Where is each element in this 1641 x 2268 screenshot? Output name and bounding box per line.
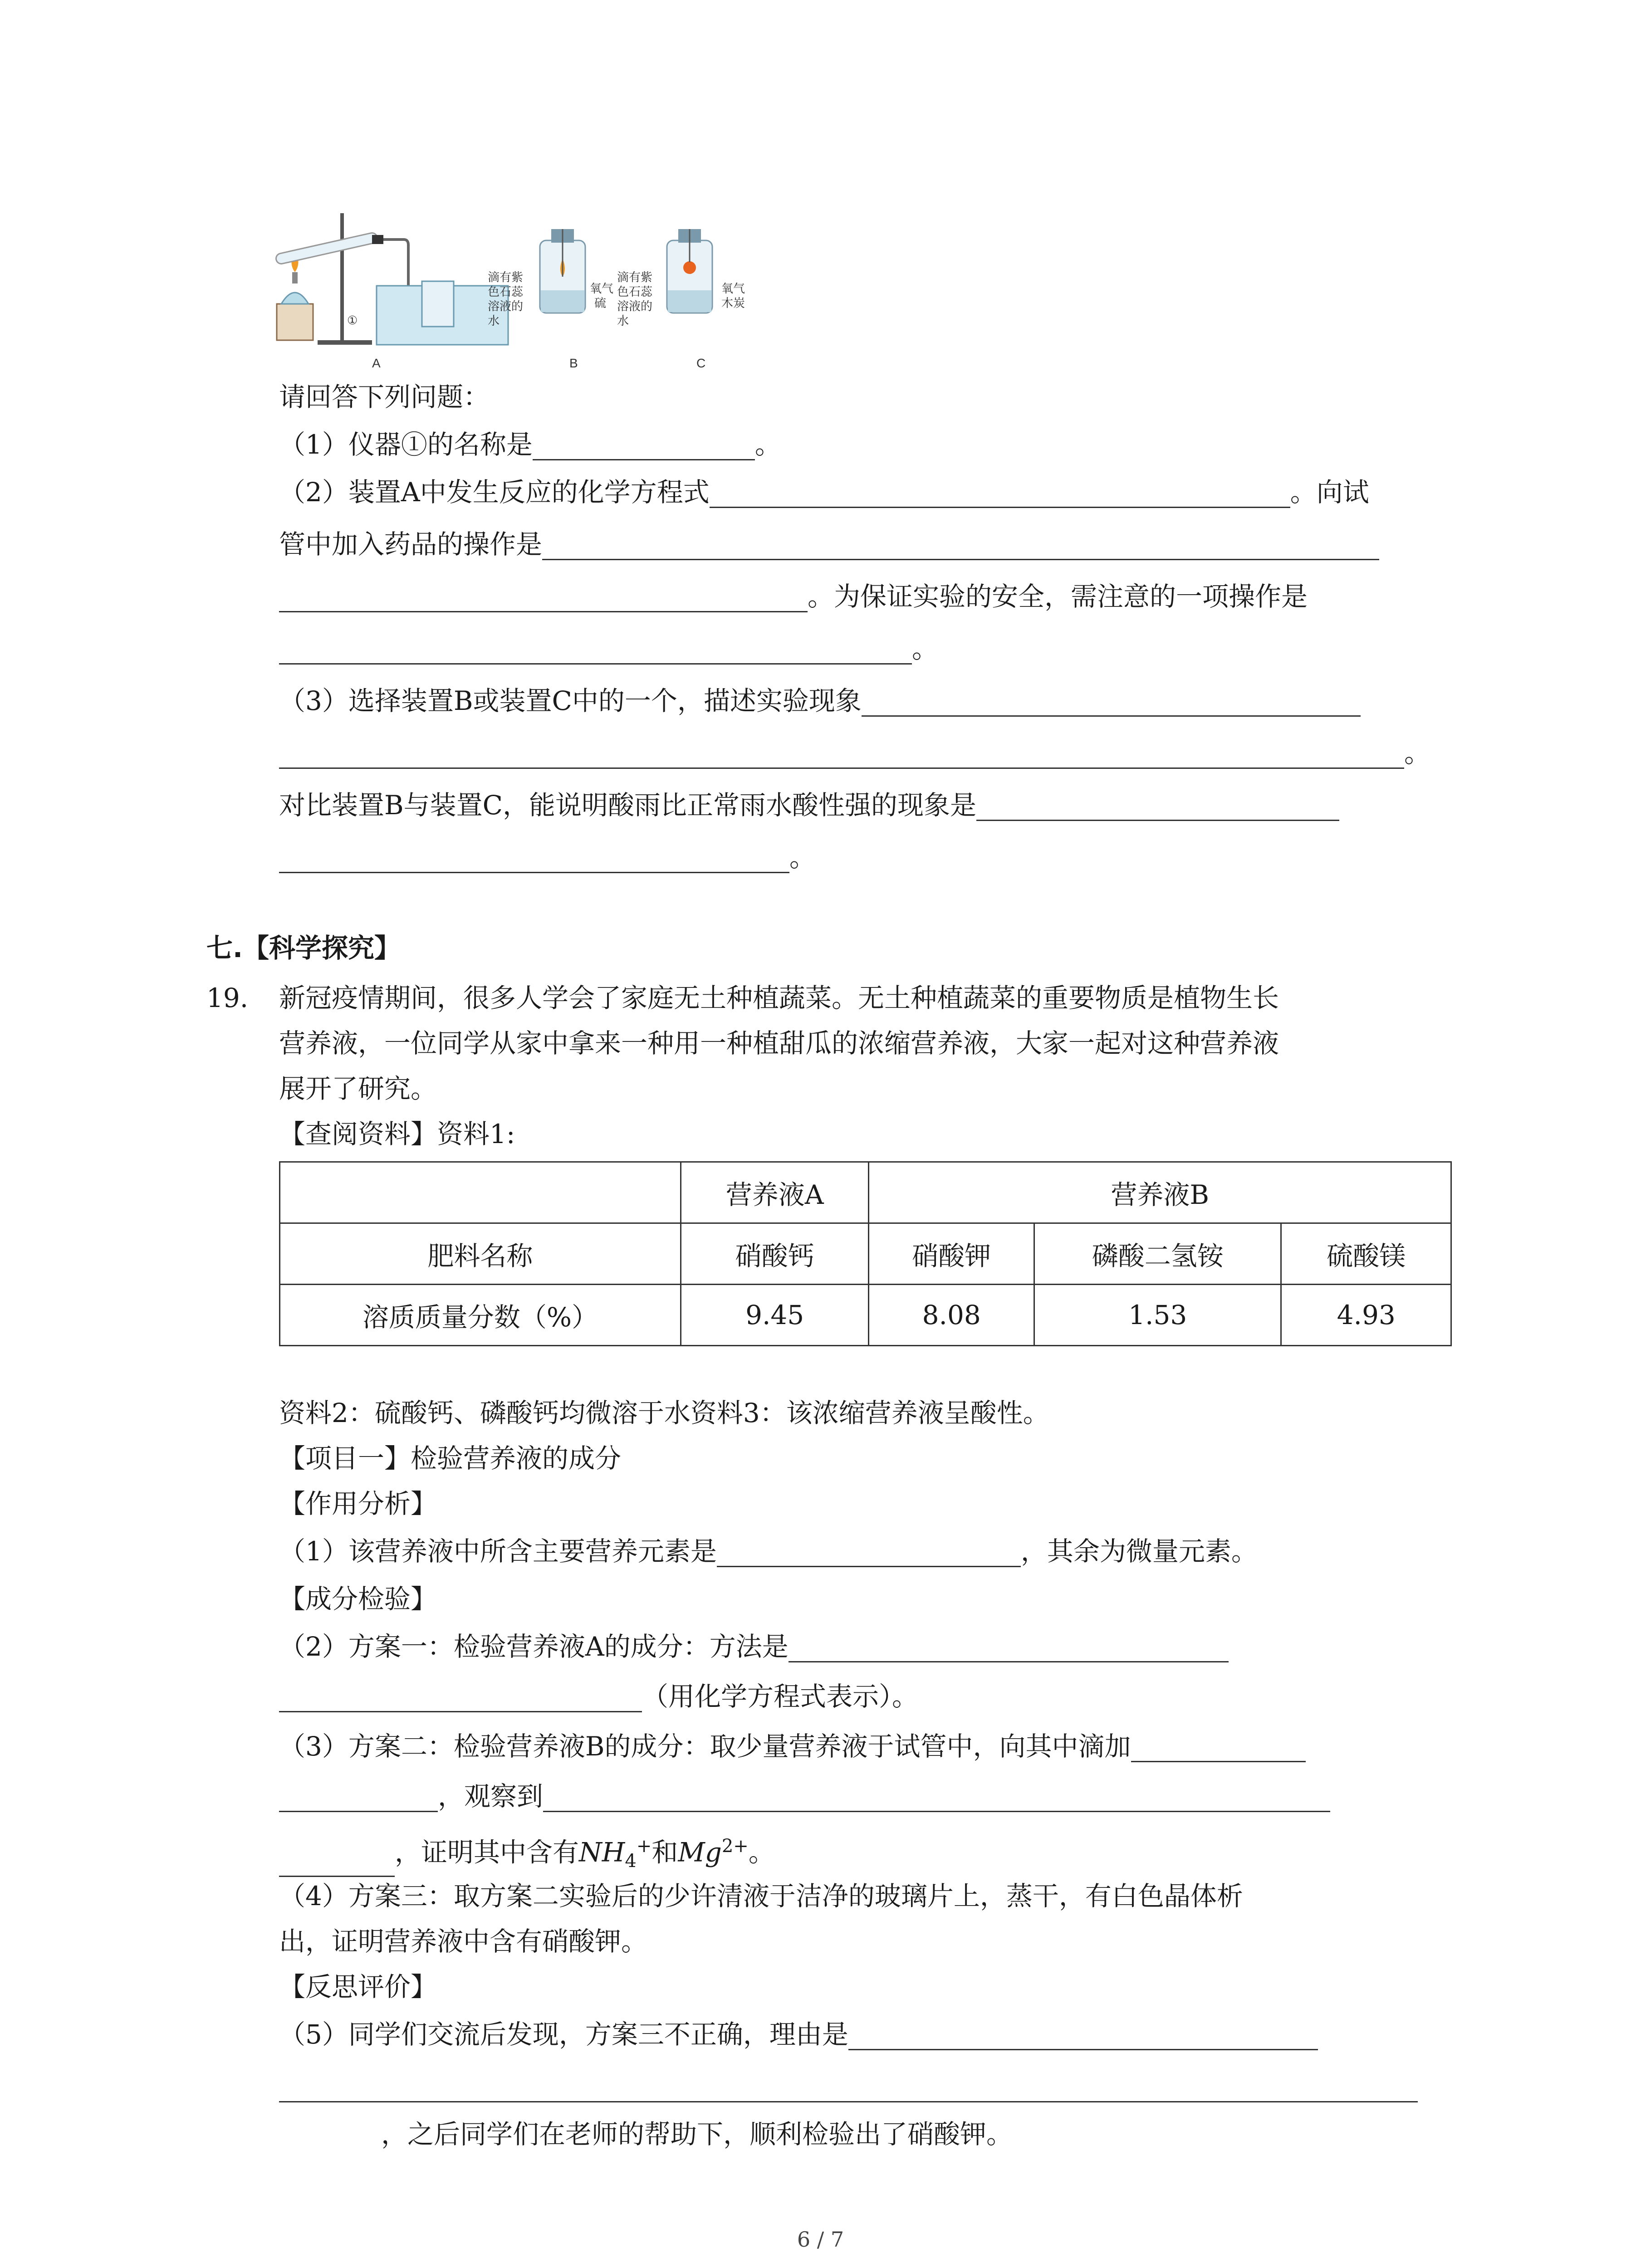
bottle-c-caption: 滴有紫 色石蕊 溶液的 水 [617, 270, 653, 327]
analysis-heading: 【作用分析】 [279, 1488, 437, 1519]
table-header-a: 营养液A [681, 1162, 869, 1223]
project-1: 【项目一】检验营养液的成分 [279, 1443, 622, 1474]
q19-para-line: 营养液，一位同学从家中拿来一种用一种植甜瓜的浓缩营养液，大家一起对这种营养液 [279, 1028, 1279, 1059]
answer-blank[interactable] [862, 690, 1361, 717]
answer-blank[interactable] [279, 846, 789, 873]
ion-formula: Mg [678, 1837, 722, 1868]
q18-part2d: 。 [279, 633, 938, 665]
table-cell: 硝酸钙 [681, 1223, 869, 1285]
table-cell: 硫酸镁 [1281, 1223, 1451, 1285]
q19-part5: （5）同学们交流后发现，方案三不正确，理由是 [279, 2019, 1318, 2050]
answer-blank[interactable] [279, 1785, 438, 1812]
answer-blank[interactable] [717, 1540, 1021, 1567]
answer-blank[interactable] [279, 2076, 1418, 2102]
answer-blank[interactable] [279, 586, 808, 612]
data-heading: 【查阅资料】资料1: [279, 1119, 515, 1149]
answer-blank[interactable] [848, 2024, 1318, 2050]
bottle-c-oxygen-label: 氧气 木炭 [721, 282, 745, 310]
row-label-name: 肥料名称 [280, 1223, 681, 1285]
q18-part3d: 。 [279, 841, 816, 873]
section-title: 七.【科学探究】 [206, 933, 401, 963]
table-header-b: 营养液B [869, 1162, 1451, 1223]
q19-part4b: 出，证明营养液中含有硝酸钾。 [279, 1926, 648, 1957]
label-b: B [569, 356, 578, 370]
q19-part1: （1）该营养液中所含主要营养元素是 ，其余为微量元素。 [279, 1536, 1258, 1567]
q18-part2b: 管中加入药品的操作是 [279, 528, 1379, 560]
table-row [280, 1223, 1451, 1285]
q18-part3c: 对比装置B与装置C，能说明酸雨比正常雨水酸性强的现象是 [279, 789, 1339, 821]
label-a: A [372, 356, 381, 370]
table-cell: 8.08 [869, 1285, 1034, 1346]
q19-para-line: 新冠疫情期间，很多人学会了家庭无土种植蔬菜。无土种植蔬菜的重要物质是植物生长 [279, 982, 1279, 1013]
q19-part3c: ，证明其中含有$NH_4^+$和$Mg^{2+}$。 [279, 1830, 775, 1877]
label-c: C [696, 356, 706, 370]
answer-blank[interactable] [279, 638, 912, 665]
q18-part2c: 。为保证实验的安全，需注意的一项操作是 [279, 581, 1308, 612]
q19-part2b: （用化学方程式表示）。 [279, 1681, 918, 1712]
q19-part5b [279, 2071, 1418, 2102]
bottle-b-caption: 滴有紫 色石蕊 溶液的 水 [488, 270, 524, 327]
q19-part3b: ，观察到 [279, 1780, 1330, 1812]
data-2: 资料2：硫酸钙、磷酸钙均微溶于水资料3：该浓缩营养液呈酸性。 [279, 1398, 1049, 1428]
table-cell: 9.45 [681, 1285, 869, 1346]
answer-blank[interactable] [279, 742, 1404, 769]
q18-part2a: （2）装置A中发生反应的化学方程式 。向试 [279, 477, 1369, 508]
reflect-heading: 【反思评价】 [279, 1971, 437, 2002]
answer-blank[interactable] [279, 1850, 395, 1877]
answer-blank[interactable] [542, 533, 1379, 560]
q19-part5c: ，之后同学们在老师的帮助下，顺利检验出了硝酸钾。 [381, 2119, 1013, 2150]
answer-blank[interactable] [533, 434, 755, 460]
page-number: 6 / 7 [797, 2227, 844, 2252]
table-cell: 磷酸二氢铵 [1034, 1223, 1281, 1285]
answer-blank[interactable] [279, 1686, 642, 1712]
row-label-value: 溶质质量分数（%） [280, 1285, 681, 1346]
label-circle-1: ① [347, 313, 358, 327]
table-cell: 硝酸钾 [869, 1223, 1034, 1285]
q18-part3a: （3）选择装置B或装置C中的一个，描述实验现象 [279, 685, 1361, 717]
answer-blank[interactable] [976, 794, 1339, 821]
answer-blank[interactable] [1131, 1735, 1306, 1762]
answer-blank[interactable] [710, 481, 1290, 508]
answer-blank[interactable] [543, 1785, 1330, 1812]
data-table [279, 1161, 1452, 1346]
q19-part2: （2）方案一：检验营养液A的成分：方法是 [279, 1631, 1229, 1662]
test-heading: 【成分检验】 [279, 1584, 437, 1614]
q19-part3: （3）方案二：检验营养液B的成分：取少量营养液于试管中，向其中滴加 [279, 1730, 1306, 1762]
table-row [280, 1162, 1451, 1223]
answer-blank[interactable] [789, 1636, 1229, 1662]
table-cell: 1.53 [1034, 1285, 1281, 1346]
bottle-b-oxygen-label: 氧气 硫 [590, 282, 614, 310]
table-row [280, 1285, 1451, 1346]
q18-part1: （1）仪器①的名称是 。 [279, 429, 781, 460]
q19-para-line: 展开了研究。 [279, 1073, 437, 1104]
q19-part4a: （4）方案三：取方案二实验后的少许清液于洁净的玻璃片上，蒸干，有白色晶体析 [279, 1881, 1243, 1911]
q18-intro: 请回答下列问题： [279, 381, 490, 412]
table-cell [280, 1162, 681, 1223]
table-cell: 4.93 [1281, 1285, 1451, 1346]
q19-number: 19. [206, 982, 249, 1013]
q18-part3b: 。 [279, 737, 1430, 769]
ion-formula: NH [579, 1837, 625, 1868]
